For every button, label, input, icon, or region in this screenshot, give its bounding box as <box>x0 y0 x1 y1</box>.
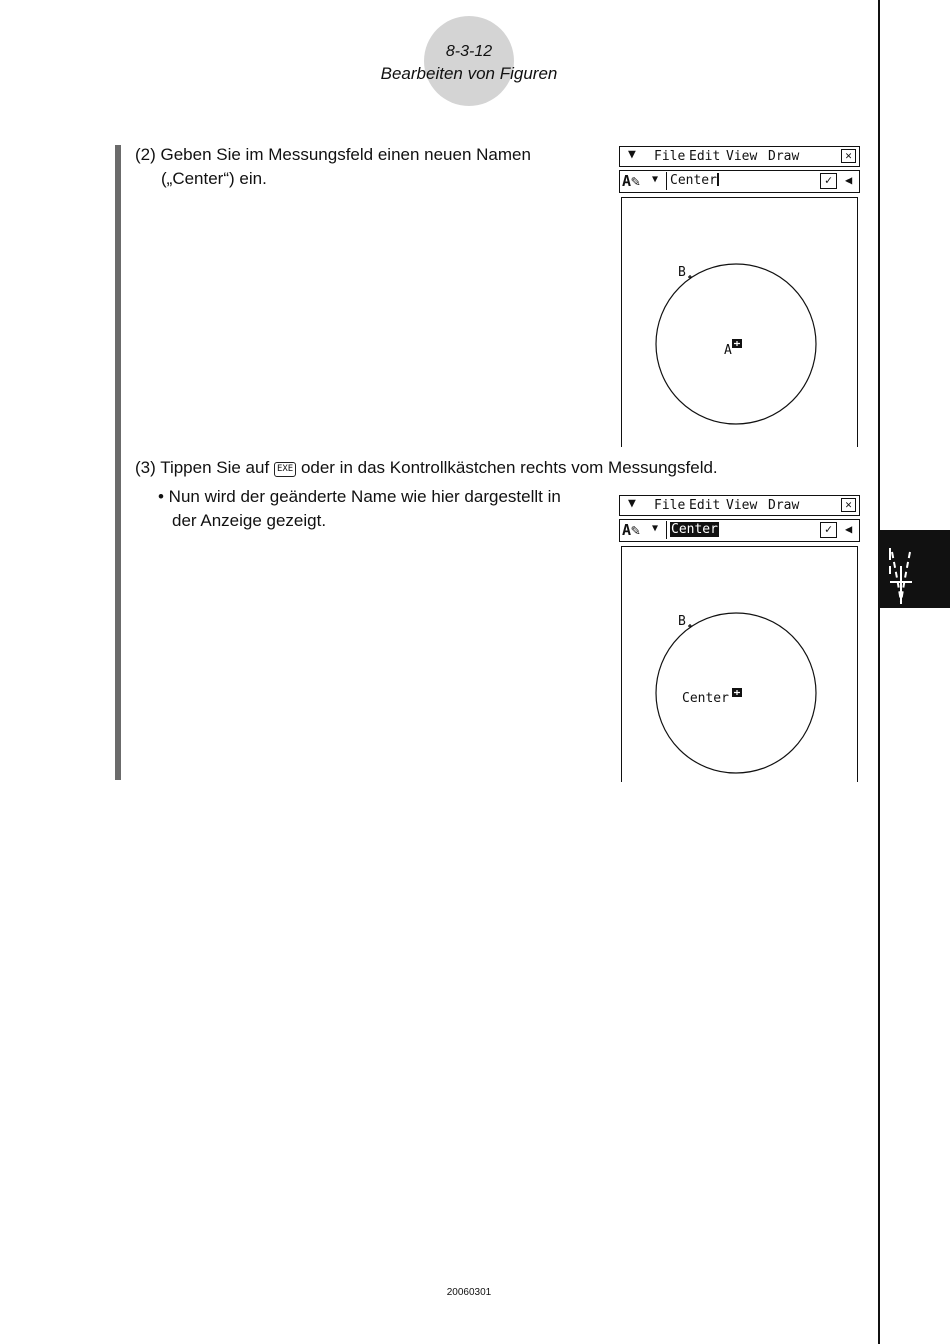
menu-dropdown-icon[interactable]: ▼ <box>628 496 636 511</box>
page-edge-rule <box>878 0 880 1344</box>
menu-view[interactable]: View <box>726 149 758 164</box>
measure-dropdown-icon[interactable]: ▼ <box>652 523 659 534</box>
measurement-field[interactable] <box>666 172 816 190</box>
checkbox-icon[interactable]: ✓ <box>820 522 837 538</box>
menu-edit[interactable]: Edit <box>689 149 721 164</box>
section-title: Bearbeiten von Figuren <box>380 64 558 83</box>
measurement-value-selected: Center <box>671 522 718 537</box>
step-3-text <box>135 456 835 480</box>
header-circle <box>424 16 514 106</box>
step-2-line-1: (2) Geben Sie im Messungsfeld einen neuen Namen <box>135 145 531 164</box>
measurement-field[interactable] <box>666 521 816 539</box>
menu-bar <box>619 495 860 516</box>
step-marker-bar <box>115 145 121 780</box>
point-b-label: B <box>678 614 686 629</box>
bullet-line-1: • Nun wird der geänderte Name wie hier dargestellt in <box>158 487 561 506</box>
left-arrow-icon[interactable]: ◀ <box>845 522 853 536</box>
menu-dropdown-icon[interactable]: ▼ <box>628 147 636 162</box>
point-b-label: B <box>678 265 686 280</box>
menu-file[interactable]: File <box>654 149 686 164</box>
step-3-before: (3) Tippen Sie auf <box>135 458 270 477</box>
measure-mode-icon[interactable]: A✎ <box>622 521 641 539</box>
circle-figure <box>622 198 859 448</box>
menu-file[interactable]: File <box>654 498 686 513</box>
footer-code: 20060301 <box>446 1287 492 1298</box>
checkbox-icon[interactable]: ✓ <box>820 173 837 189</box>
menu-bar <box>619 146 860 167</box>
geometry-canvas[interactable] <box>621 546 858 782</box>
chapter-tab <box>880 530 950 608</box>
step-2-text <box>135 143 605 191</box>
exe-key-icon: EXE <box>274 462 296 477</box>
close-icon[interactable]: ✕ <box>841 149 856 163</box>
measure-toolbar <box>619 519 860 542</box>
step-2-line-2: („Center“) ein. <box>161 169 267 188</box>
close-icon[interactable]: ✕ <box>841 498 856 512</box>
measurement-value: Center <box>670 173 717 188</box>
step-3-after: oder in das Kontrollkästchen rechts vom Messungsfeld. <box>300 458 718 477</box>
measure-toolbar <box>619 170 860 193</box>
text-cursor <box>717 173 719 186</box>
bullet-text <box>158 485 603 533</box>
menu-edit[interactable]: Edit <box>689 498 721 513</box>
center-label: Center <box>682 691 729 706</box>
geometry-canvas[interactable] <box>621 197 858 447</box>
menu-draw[interactable]: Draw <box>768 149 800 164</box>
measure-dropdown-icon[interactable]: ▼ <box>652 174 659 185</box>
point-a-label: A <box>724 343 732 358</box>
circle-figure <box>622 547 859 783</box>
menu-draw[interactable]: Draw <box>768 498 800 513</box>
measure-mode-icon[interactable]: A✎ <box>622 172 641 190</box>
page-number: 8-3-12 <box>445 43 493 60</box>
geometry-chapter-icon <box>880 530 950 608</box>
bullet-line-2: der Anzeige gezeigt. <box>172 511 327 530</box>
menu-view[interactable]: View <box>726 498 758 513</box>
calculator-screen-2 <box>619 495 860 781</box>
left-arrow-icon[interactable]: ◀ <box>845 173 853 187</box>
calculator-screen-1 <box>619 146 860 446</box>
